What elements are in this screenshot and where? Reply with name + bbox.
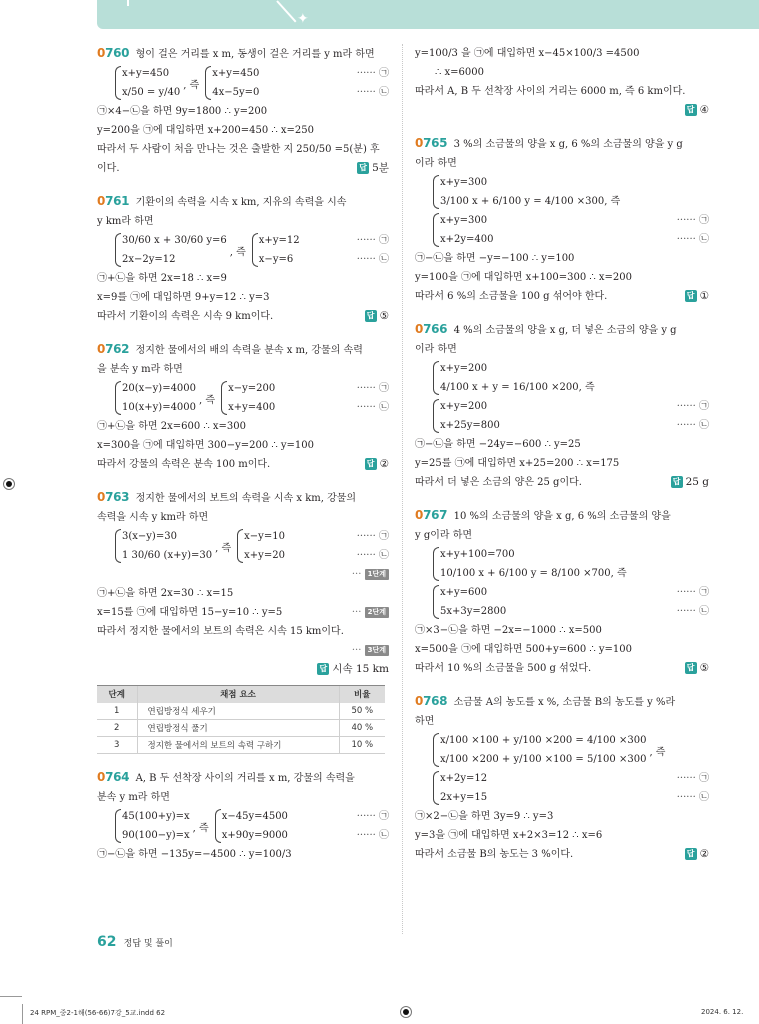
solution-step: y=3을 ㉠에 대입하면 x+2×3=12 ∴ x=6 <box>415 830 603 841</box>
solution-step: 따라서 강물의 속력은 분속 100 m이다. 답 ② <box>97 455 389 474</box>
answer: 답 ⑤ <box>685 659 709 678</box>
connector: , 즉 <box>199 394 216 406</box>
brace <box>205 64 259 102</box>
registration-mark-icon <box>3 478 15 490</box>
solution-step: 따라서 6 %의 소금물을 100 g 섞어야 한다. 답 ① <box>415 287 709 306</box>
table-row <box>97 703 385 720</box>
step-badge: 1단계 <box>365 569 389 580</box>
problem-statement: y km라 하면 <box>97 216 154 227</box>
solution-step: x=300을 ㉠에 대입하면 300−y=200 ∴ y=100 <box>97 440 315 451</box>
table-header: 비율 <box>339 686 385 703</box>
equation-tag: ······ ㉡ <box>676 606 709 617</box>
equation-system <box>115 64 389 102</box>
problem-statement: y g이라 하면 <box>415 530 473 541</box>
table-cell: 연립방정식 세우기 <box>137 703 339 720</box>
problem-statement: 분속 y m라 하면 <box>97 792 170 803</box>
equation: 90(100−y)=x <box>122 830 190 841</box>
solution-step: 따라서 기환이의 속력은 시속 9 km이다. 답 ⑤ <box>97 307 389 326</box>
step-marker: ··· 3단계 <box>352 641 389 660</box>
brace <box>433 173 620 211</box>
answer-icon: 답 <box>685 848 697 860</box>
problem-number: 0768 <box>415 694 448 708</box>
equation-system <box>433 397 709 435</box>
solution-step: ㉠+㉡을 하면 2x=600 ∴ x=300 <box>97 421 247 432</box>
equation-tag: ······ ㉡ <box>356 87 389 98</box>
step-marker-row <box>97 565 389 584</box>
problem-0768 <box>415 692 709 864</box>
problem-number: 0762 <box>97 342 130 356</box>
slug-filename: 24 RPM_중2-1해(56-66)7강_5교.indd 62 <box>30 1009 166 1017</box>
equation: x+y=600 <box>440 587 488 598</box>
brace <box>433 545 627 583</box>
solution-step: y=25를 ㉠에 대입하면 x+25=200 ∴ x=175 <box>415 458 620 469</box>
equation: x+y=450 <box>122 68 170 79</box>
solution-step: 따라서 A, B 두 선착장 사이의 거리는 6000 m, 즉 6 km이다. <box>415 86 686 97</box>
connector: , 즉 <box>192 822 209 834</box>
equation: x+y=20 <box>244 550 285 561</box>
problem-0764-continued <box>415 44 709 120</box>
banner-line-decoration <box>276 0 296 22</box>
solution-step: ∴ x=6000 <box>435 67 485 78</box>
banner-line-decoration <box>127 0 129 6</box>
equation: 4/100 x + y = 16/100 ×200, 즉 <box>440 382 595 393</box>
solution-step: x=15를 ㉠에 대입하면 15−y=10 ∴ y=5 ··· 2단계 <box>97 603 389 622</box>
brace <box>221 379 275 417</box>
problem-statement: 0763 정지한 물에서의 보트의 속력을 시속 x km, 강물의 <box>97 490 357 504</box>
left-column <box>97 44 389 924</box>
header-banner <box>97 0 759 29</box>
column-divider <box>402 44 403 934</box>
solution-step: 따라서 10 %의 소금물을 500 g 섞었다. 답 ⑤ <box>415 659 709 678</box>
brace <box>433 211 494 249</box>
table-cell: 정지한 물에서의 보트의 속력 구하기 <box>137 737 339 754</box>
equation: x/50 = y/40 <box>122 87 181 98</box>
answer-icon: 답 <box>685 662 697 674</box>
equation: x+y=300 <box>440 177 488 188</box>
problem-statement: 을 분속 y m라 하면 <box>97 364 183 375</box>
solution-step: ㉠+㉡을 하면 2x=18 ∴ x=9 <box>97 273 227 284</box>
answer: 답 ⑤ <box>365 307 389 326</box>
brace <box>433 359 595 397</box>
problem-number: 0764 <box>97 770 130 784</box>
equation-system <box>115 807 389 845</box>
problem-statement: 속력을 시속 y km라 하면 <box>97 512 209 523</box>
connector: , 즉 <box>215 542 232 554</box>
solution-step: 따라서 정지한 물에서의 보트의 속력은 시속 15 km이다. <box>97 626 344 637</box>
brace <box>237 527 285 565</box>
scoring-table <box>97 685 385 754</box>
problem-statement: 0768 소금물 A의 농도를 x %, 소금물 B의 농도를 y %라 <box>415 694 676 708</box>
equation-tag: ······ ㉠ <box>356 531 389 542</box>
equation-system <box>115 379 389 417</box>
problem-0767 <box>415 506 709 678</box>
equation-tags <box>671 211 709 249</box>
equation-system <box>433 583 709 621</box>
problem-statement: 0767 10 %의 소금물의 양을 x g, 6 %의 소금물의 양을 <box>415 508 671 522</box>
equation: x−y=200 <box>228 383 276 394</box>
equation-tag: ······ ㉡ <box>356 402 389 413</box>
brace <box>115 64 180 102</box>
table-cell: 3 <box>97 737 137 754</box>
solution-step: ㉠×3−㉡을 하면 −2x=−1000 ∴ x=500 <box>415 625 602 636</box>
solution-step: x=500을 ㉠에 대입하면 500+y=600 ∴ y=100 <box>415 644 633 655</box>
equation: x−y=10 <box>244 531 285 542</box>
equation-system <box>433 545 709 583</box>
brace <box>433 769 487 807</box>
problem-statement: 0762 정지한 물에서의 배의 속력을 분속 x m, 강물의 속력 <box>97 342 363 356</box>
problem-0764 <box>97 768 389 864</box>
problem-number: 0767 <box>415 508 448 522</box>
connector: , 즉 <box>649 746 666 758</box>
page-number: 62 <box>97 934 117 950</box>
brace <box>115 527 212 565</box>
registration-mark-icon <box>400 1006 412 1018</box>
equation: x/100 ×200 + y/100 ×100 = 5/100 ×300 <box>440 754 647 765</box>
equation: x+y=450 <box>212 68 260 79</box>
problem-number: 0761 <box>97 194 130 208</box>
solution-step: 따라서 소금물 B의 농도는 3 %이다. 답 ② <box>415 845 709 864</box>
solution-step: 이다. 답 5분 <box>97 159 389 178</box>
step-badge: 2단계 <box>365 607 389 618</box>
equation: x−y=6 <box>258 254 294 265</box>
table-cell: 2 <box>97 720 137 737</box>
step-marker: ··· 2단계 <box>352 603 389 622</box>
table-cell: 40 % <box>339 720 385 737</box>
equation: x/100 ×100 + y/100 ×200 = 4/100 ×300 <box>440 735 647 746</box>
equation-system <box>433 359 709 397</box>
problem-0765 <box>415 134 709 306</box>
solution-step: y=200을 ㉠에 대입하면 x+200=450 ∴ x=250 <box>97 125 315 136</box>
slug-date: 2024. 6. 12. <box>701 1008 744 1016</box>
solution-step: 따라서 두 사람이 처음 만나는 것은 출발한 지 250/50 =5(분) 후 <box>97 144 380 155</box>
equation-tag: ······ ㉡ <box>676 234 709 245</box>
brace <box>433 397 500 435</box>
answer-icon: 답 <box>357 162 369 174</box>
problem-statement: 하면 <box>415 716 435 727</box>
table-cell: 연립방정식 풀기 <box>137 720 339 737</box>
equation-tags <box>351 527 389 565</box>
solution-step: ㉠×4−㉡을 하면 9y=1800 ∴ y=200 <box>97 106 268 117</box>
problem-number: 0766 <box>415 322 448 336</box>
section-label: 정답 및 풀이 <box>123 939 173 949</box>
equation-tags <box>351 231 389 269</box>
answer-icon: 답 <box>317 663 329 675</box>
equation-system <box>433 211 709 249</box>
equation-tags <box>671 397 709 435</box>
equation-tag: ······ ㉠ <box>356 68 389 79</box>
equation: 20(x−y)=4000 <box>122 383 197 394</box>
equation: 10/100 x + 6/100 y = 8/100 ×700, 즉 <box>440 568 627 579</box>
equation: 5x+3y=2800 <box>440 606 507 617</box>
equation-tag: ······ ㉠ <box>356 811 389 822</box>
equation: x+y=300 <box>440 215 488 226</box>
equation-tag: ······ ㉡ <box>356 830 389 841</box>
answer-icon: 답 <box>671 476 683 488</box>
equation-system <box>433 769 709 807</box>
equation-tags <box>351 379 389 417</box>
equation-tags <box>351 807 389 845</box>
problem-statement: 이라 하면 <box>415 158 457 169</box>
connector: , 즉 <box>183 79 200 91</box>
equation: x+y=400 <box>228 402 276 413</box>
equation-system <box>115 231 389 269</box>
step-marker-row <box>97 641 389 660</box>
problem-statement: 0761 기환이의 속력을 시속 x km, 지유의 속력을 시속 <box>97 194 347 208</box>
table-cell: 50 % <box>339 703 385 720</box>
answer-row <box>97 660 389 679</box>
problem-statement: 0764 A, B 두 선착장 사이의 거리를 x m, 강물의 속력을 <box>97 770 355 784</box>
equation-tag: ······ ㉠ <box>676 215 709 226</box>
equation: 1 30/60 (x+y)=30 <box>122 550 213 561</box>
answer: 답 ② <box>365 455 389 474</box>
problem-statement: 0760 형이 걸은 거리를 x m, 동생이 걸은 거리를 y m라 하면 <box>97 46 375 60</box>
equation: x−45y=4500 <box>221 811 288 822</box>
answer: 답 ① <box>685 287 709 306</box>
problem-0763 <box>97 488 389 679</box>
problem-number: 0765 <box>415 136 448 150</box>
solution-step: x=9를 ㉠에 대입하면 9+y=12 ∴ y=3 <box>97 292 270 303</box>
equation: 2x+y=15 <box>440 792 488 803</box>
problem-number: 0763 <box>97 490 130 504</box>
trim-mark <box>0 996 22 997</box>
answer-icon: 답 <box>685 290 697 302</box>
equation: x+y=200 <box>440 401 488 412</box>
brace <box>433 583 506 621</box>
answer: 답 시속 15 km <box>317 660 389 679</box>
equation-system <box>115 527 389 565</box>
equation-tags <box>351 64 389 102</box>
equation-tag: ······ ㉡ <box>356 550 389 561</box>
answer-icon: 답 <box>685 104 697 116</box>
equation-tag: ······ ㉠ <box>676 773 709 784</box>
equation-tag: ······ ㉠ <box>676 587 709 598</box>
equation: x+y=200 <box>440 363 488 374</box>
brace <box>115 807 190 845</box>
equation: 45(100+y)=x <box>122 811 190 822</box>
equation: x+2y=12 <box>440 773 488 784</box>
table-cell: 10 % <box>339 737 385 754</box>
problem-0766 <box>415 320 709 492</box>
equation-system <box>433 173 709 211</box>
answer: 답 5분 <box>357 159 389 178</box>
solution-step: y=100을 ㉠에 대입하면 x+100=300 ∴ x=200 <box>415 272 633 283</box>
answer-icon: 답 <box>365 458 377 470</box>
page-footer <box>97 934 173 950</box>
table-row <box>97 737 385 754</box>
star-icon: ✦ <box>297 11 309 27</box>
right-column <box>415 44 709 934</box>
problem-0760 <box>97 44 389 178</box>
equation-tags <box>671 583 709 621</box>
answer: 답 25 g <box>671 473 709 492</box>
equation: x+90y=9000 <box>221 830 288 841</box>
brace <box>252 231 300 269</box>
equation-tag: ······ ㉡ <box>676 792 709 803</box>
equation: 3(x−y)=30 <box>122 531 177 542</box>
solution-step: y=100/3 을 ㉠에 대입하면 x−45×100/3 =4500 <box>415 48 640 59</box>
trim-mark <box>22 1004 23 1024</box>
equation-tag: ······ ㉠ <box>356 383 389 394</box>
solution-step: 따라서 더 넣은 소금의 양은 25 g이다. 답 25 g <box>415 473 709 492</box>
equation: x+2y=400 <box>440 234 494 245</box>
equation-system <box>433 731 709 769</box>
brace <box>215 807 288 845</box>
table-header: 채점 요소 <box>137 686 339 703</box>
answer: 답 ④ <box>685 101 709 120</box>
equation: x+y=12 <box>258 235 300 246</box>
equation: 10(x+y)=4000 <box>122 402 197 413</box>
problem-statement: 이라 하면 <box>415 344 457 355</box>
equation-tag: ······ ㉡ <box>676 420 709 431</box>
connector: , 즉 <box>229 246 246 258</box>
solution-step: ㉠+㉡을 하면 2x=30 ∴ x=15 <box>97 588 234 599</box>
solution-step: ㉠−㉡을 하면 −y=−100 ∴ y=100 <box>415 253 575 264</box>
solution-step: ㉠×2−㉡을 하면 3y=9 ∴ y=3 <box>415 811 554 822</box>
equation-tag: ······ ㉠ <box>676 401 709 412</box>
problem-0761 <box>97 192 389 326</box>
problem-0762 <box>97 340 389 474</box>
solution-step: ㉠−㉡을 하면 −135y=−4500 ∴ y=100/3 <box>97 849 292 860</box>
equation: 4x−5y=0 <box>212 87 260 98</box>
equation: 2x−2y=12 <box>122 254 176 265</box>
step-marker: ··· 1단계 <box>352 565 389 584</box>
problem-number: 0760 <box>97 46 130 60</box>
table-header: 단계 <box>97 686 137 703</box>
equation: x+y+100=700 <box>440 549 515 560</box>
equation: 30/60 x + 30/60 y=6 <box>122 235 227 246</box>
step-badge: 3단계 <box>365 645 389 656</box>
brace <box>433 731 646 769</box>
problem-statement: 0766 4 %의 소금물의 양을 x g, 더 넣은 소금의 양을 y g <box>415 322 677 336</box>
equation-tag: ······ ㉡ <box>356 254 389 265</box>
equation-tag: ······ ㉠ <box>356 235 389 246</box>
solution-step: ㉠−㉡을 하면 −24y=−600 ∴ y=25 <box>415 439 581 450</box>
answer-row <box>415 101 709 120</box>
equation-tags <box>671 769 709 807</box>
problem-statement: 0765 3 %의 소금물의 양을 x g, 6 %의 소금물의 양을 y g <box>415 136 683 150</box>
equation: x+25y=800 <box>440 420 500 431</box>
answer: 답 ② <box>685 845 709 864</box>
answer-icon: 답 <box>365 310 377 322</box>
table-header-row <box>97 686 385 703</box>
brace <box>115 231 227 269</box>
table-cell: 1 <box>97 703 137 720</box>
equation: 3/100 x + 6/100 y = 4/100 ×300, 즉 <box>440 196 621 207</box>
table-row <box>97 720 385 737</box>
brace <box>115 379 196 417</box>
